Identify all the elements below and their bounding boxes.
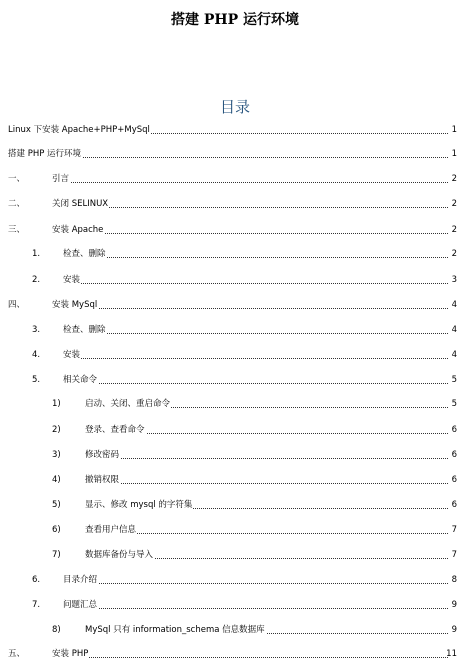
toc-entry-label: 搭建 PHP 运行环境 (8, 149, 82, 159)
toc-entry[interactable] (0, 247, 470, 261)
toc-entry-page: 2 (451, 225, 457, 235)
toc-entry-number: 3. (32, 325, 41, 335)
toc-entry-page: 3 (451, 275, 457, 285)
toc-entry-page: 4 (451, 325, 457, 335)
toc-entry[interactable] (0, 323, 470, 337)
toc-entry[interactable] (0, 273, 470, 287)
toc-entry-page: 2 (451, 199, 457, 209)
toc-entry[interactable] (0, 397, 470, 411)
toc-entry-page: 6 (451, 500, 457, 510)
toc-entry-page: 6 (451, 425, 457, 435)
toc-entry[interactable] (0, 423, 470, 437)
toc-entry[interactable] (0, 448, 470, 462)
toc-entry-page: 1 (451, 149, 457, 159)
toc-entry-page: 11 (446, 649, 457, 659)
toc-entry-number: 2) (52, 425, 61, 435)
toc-entry-page: 7 (451, 550, 457, 560)
toc-entry-number: 一、 (8, 174, 26, 184)
toc-entry-label: 引言 (52, 174, 70, 184)
toc-leader-dots (63, 598, 448, 609)
toc-entry[interactable] (0, 373, 470, 387)
toc-entry[interactable] (0, 598, 470, 612)
toc-leader-dots (63, 348, 448, 359)
toc-entry-number: 3) (52, 450, 61, 460)
toc-entry-label: 查看用户信息 (85, 525, 137, 535)
toc-entry[interactable] (0, 473, 470, 487)
toc-entry-label: 目录介绍 (63, 575, 98, 585)
toc-entry-page: 5 (451, 375, 457, 385)
toc-entry-page: 4 (451, 300, 457, 310)
toc-entry-page: 9 (451, 600, 457, 610)
toc-entry-page: 4 (451, 350, 457, 360)
toc-leader-dots (52, 298, 448, 309)
toc-entry-label: MySql 只有 information_schema 信息数据库 (85, 625, 265, 635)
toc-entry-page: 2 (451, 174, 457, 184)
toc-leader-dots (63, 573, 448, 584)
toc-leader-dots (52, 197, 448, 208)
toc-entry-number: 5. (32, 375, 41, 385)
toc-entry-label: 显示、修改 mysql 的字符集 (85, 500, 193, 510)
toc-entry-number: 6. (32, 575, 41, 585)
toc-entry[interactable] (0, 498, 470, 512)
toc-entry[interactable] (0, 123, 470, 137)
toc-leader-dots (63, 273, 448, 284)
toc-entry-page: 9 (451, 625, 457, 635)
toc-entry[interactable] (0, 647, 470, 661)
toc-leader-dots (63, 247, 448, 258)
toc-entry-number: 7. (32, 600, 41, 610)
toc-entry-number: 二、 (8, 199, 26, 209)
toc-leader-dots (52, 172, 448, 183)
toc-entry-page: 2 (451, 249, 457, 259)
toc-entry-number: 2. (32, 275, 41, 285)
toc-entry-label: 检查、删除 (63, 249, 106, 259)
toc-entry-label: 安装 PHP (52, 649, 89, 659)
toc-entry-label: 修改密码 (85, 450, 120, 460)
toc-entry-label: Linux 下安装 Apache+PHP+MySql (8, 125, 150, 135)
toc-entry-number: 7) (52, 550, 61, 560)
toc-entry-number: 6) (52, 525, 61, 535)
toc-leader-dots (63, 373, 448, 384)
toc-entry-label: 安装 (63, 275, 81, 285)
toc-entry[interactable] (0, 573, 470, 587)
toc-entry-label: 启动、关闭、重启命令 (85, 399, 171, 409)
toc-entry-number: 4. (32, 350, 41, 360)
toc-leader-dots (63, 323, 448, 334)
toc-entry-label: 安装 Apache (52, 225, 104, 235)
toc-entry-page: 6 (451, 475, 457, 485)
toc-entry-page: 7 (451, 525, 457, 535)
toc-entry-page: 1 (451, 125, 457, 135)
toc-entry-label: 检查、删除 (63, 325, 106, 335)
toc-entry-label: 撤销权限 (85, 475, 120, 485)
toc-entry-label: 安装 MySql (52, 300, 98, 310)
toc-entry-number: 5) (52, 500, 61, 510)
toc-entry[interactable] (0, 623, 470, 637)
toc-leader-dots (52, 223, 448, 234)
toc-entry-number: 1) (52, 399, 61, 409)
toc-entry-number: 四、 (8, 300, 26, 310)
toc-entry[interactable] (0, 298, 470, 312)
toc-entry-number: 五、 (8, 649, 26, 659)
toc-entry[interactable] (0, 172, 470, 186)
toc-leader-dots (85, 523, 448, 534)
toc-entry[interactable] (0, 348, 470, 362)
toc-entry-page: 6 (451, 450, 457, 460)
toc-entry-label: 安装 (63, 350, 81, 360)
toc-entry-number: 三、 (8, 225, 26, 235)
toc-entry[interactable] (0, 548, 470, 562)
toc-entry-label: 数据库备份与导入 (85, 550, 154, 560)
toc-entry-label: 问题汇总 (63, 600, 98, 610)
toc-leader-dots (85, 448, 448, 459)
toc-entry-label: 关闭 SELINUX (52, 199, 109, 209)
toc-entry-label: 相关命令 (63, 375, 98, 385)
toc-entry-number: 1. (32, 249, 41, 259)
toc-entry-number: 8) (52, 625, 61, 635)
toc-entry-number: 4) (52, 475, 61, 485)
toc-heading: 目录 (219, 98, 250, 116)
toc-entry[interactable] (0, 147, 470, 161)
toc-entry[interactable] (0, 197, 470, 211)
toc-leader-dots (85, 473, 448, 484)
toc-leader-dots (52, 647, 448, 658)
toc-entry[interactable] (0, 523, 470, 537)
toc-entry[interactable] (0, 223, 470, 237)
toc-entry-page: 8 (451, 575, 457, 585)
toc-entry-page: 5 (451, 399, 457, 409)
document-title: 搭建 PHP 运行环境 (170, 12, 300, 28)
toc-entry-label: 登录、查看命令 (85, 425, 145, 435)
